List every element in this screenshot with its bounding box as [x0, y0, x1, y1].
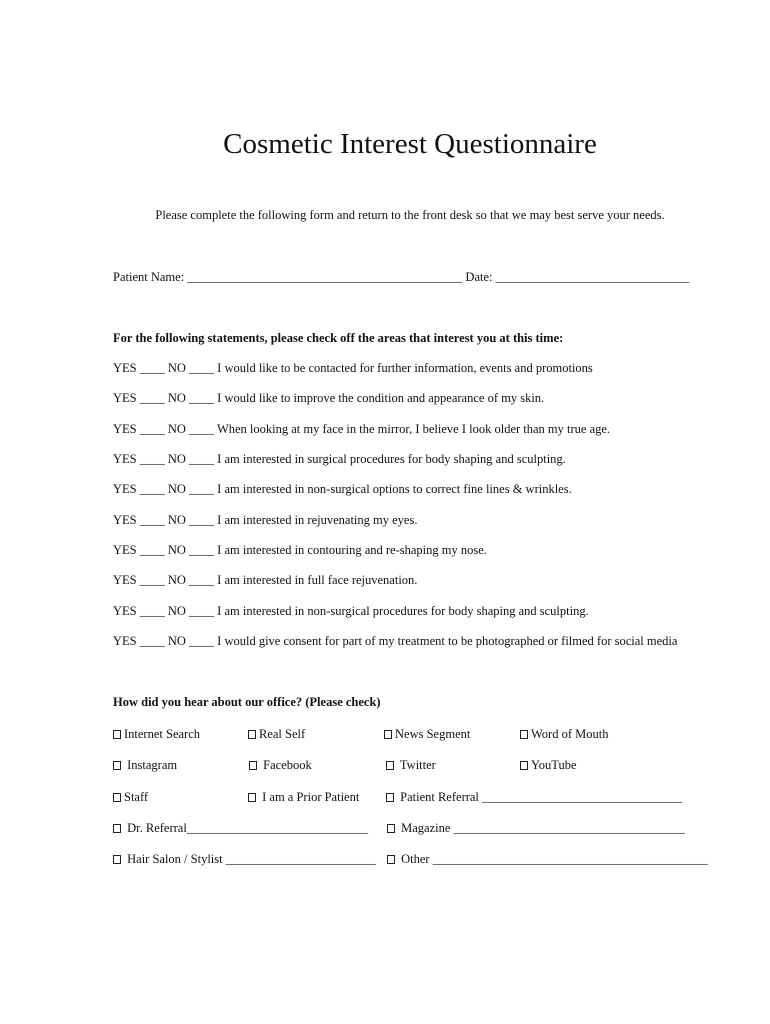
checkbox-icon[interactable] — [386, 761, 394, 770]
statements-heading: For the following statements, please check off the areas that interest you at this time: — [113, 331, 564, 345]
checkbox-icon[interactable] — [387, 855, 395, 864]
option-hair-salon[interactable] — [113, 851, 376, 867]
checkbox-icon[interactable] — [113, 824, 121, 833]
checkbox-icon[interactable] — [113, 761, 121, 770]
statement-4: YES ____ NO ____ I am interested in surgical procedures for body shaping and sculpting. — [113, 452, 566, 466]
referral-heading: How did you hear about our office? (Please check) — [113, 695, 381, 709]
checkbox-icon[interactable] — [520, 730, 528, 739]
statement-7: YES ____ NO ____ I am interested in contouring and re-shaping my nose. — [113, 543, 487, 557]
intro-text: Please complete the following form and return to the front desk so that we may best serve your needs. — [155, 208, 665, 222]
option-label: Other ____________________________________________ — [401, 852, 708, 866]
checkbox-icon[interactable] — [386, 793, 394, 802]
option-label: Facebook — [263, 758, 312, 772]
option-label: Twitter — [399, 758, 436, 772]
statement-5: YES ____ NO ____ I am interested in non-surgical options to correct fine lines & wrinkles. — [113, 482, 572, 496]
option-facebook[interactable] — [249, 757, 312, 773]
option-news-segment[interactable] — [384, 726, 470, 742]
statement-10: YES ____ NO ____ I would give consent for part of my treatment to be photographed or filmed for social media — [113, 634, 678, 648]
option-youtube[interactable] — [520, 757, 577, 773]
option-label: Instagram — [127, 758, 178, 772]
statement-1: YES ____ NO ____ I would like to be contacted for further information, events and promotions — [113, 361, 593, 375]
option-label: Hair Salon / Stylist ________________________ — [127, 852, 376, 866]
option-staff[interactable] — [113, 789, 148, 805]
option-label: News Segment — [395, 727, 471, 741]
statement-9: YES ____ NO ____ I am interested in non-surgical procedures for body shaping and sculpting. — [113, 604, 589, 618]
statement-6: YES ____ NO ____ I am interested in rejuvenating my eyes. — [113, 513, 418, 527]
checkbox-icon[interactable] — [387, 824, 395, 833]
checkbox-icon[interactable] — [520, 761, 528, 770]
option-label: Real Self — [259, 727, 306, 741]
checkbox-icon[interactable] — [113, 730, 121, 739]
checkbox-icon[interactable] — [384, 730, 392, 739]
option-prior-patient[interactable] — [248, 789, 359, 805]
option-word-of-mouth[interactable] — [520, 726, 608, 742]
option-dr-referral[interactable] — [113, 820, 368, 836]
checkbox-icon[interactable] — [248, 793, 256, 802]
checkbox-icon[interactable] — [113, 793, 121, 802]
option-label: Staff — [124, 790, 149, 804]
option-label: Patient Referral ________________________________ — [400, 790, 683, 804]
option-other[interactable] — [387, 851, 708, 867]
patient-name-date-line: Patient Name: ____________________________________________ Date: _______________________________ — [113, 270, 690, 284]
option-label: Magazine _____________________________________ — [401, 821, 685, 835]
option-label: YouTube — [531, 758, 577, 772]
option-label: Internet Search — [124, 727, 201, 741]
option-internet-search[interactable] — [113, 726, 200, 742]
statement-8: YES ____ NO ____ I am interested in full face rejuvenation. — [113, 573, 418, 587]
option-instagram[interactable] — [113, 757, 177, 773]
option-twitter[interactable] — [386, 757, 436, 773]
option-real-self[interactable] — [248, 726, 305, 742]
checkbox-icon[interactable] — [113, 855, 121, 864]
checkbox-icon[interactable] — [249, 761, 257, 770]
option-label: Word of Mouth — [531, 727, 609, 741]
option-magazine[interactable] — [387, 820, 685, 836]
statement-3: YES ____ NO ____ When looking at my face in the mirror, I believe I look older than my true age. — [113, 422, 611, 436]
checkbox-icon[interactable] — [248, 730, 256, 739]
statement-2: YES ____ NO ____ I would like to improve the condition and appearance of my skin. — [113, 391, 545, 405]
page-title: Cosmetic Interest Questionnaire — [223, 128, 597, 160]
option-label: Dr. Referral_____________________________ — [127, 821, 369, 835]
option-label: I am a Prior Patient — [262, 790, 360, 804]
option-patient-referral[interactable] — [386, 789, 682, 805]
